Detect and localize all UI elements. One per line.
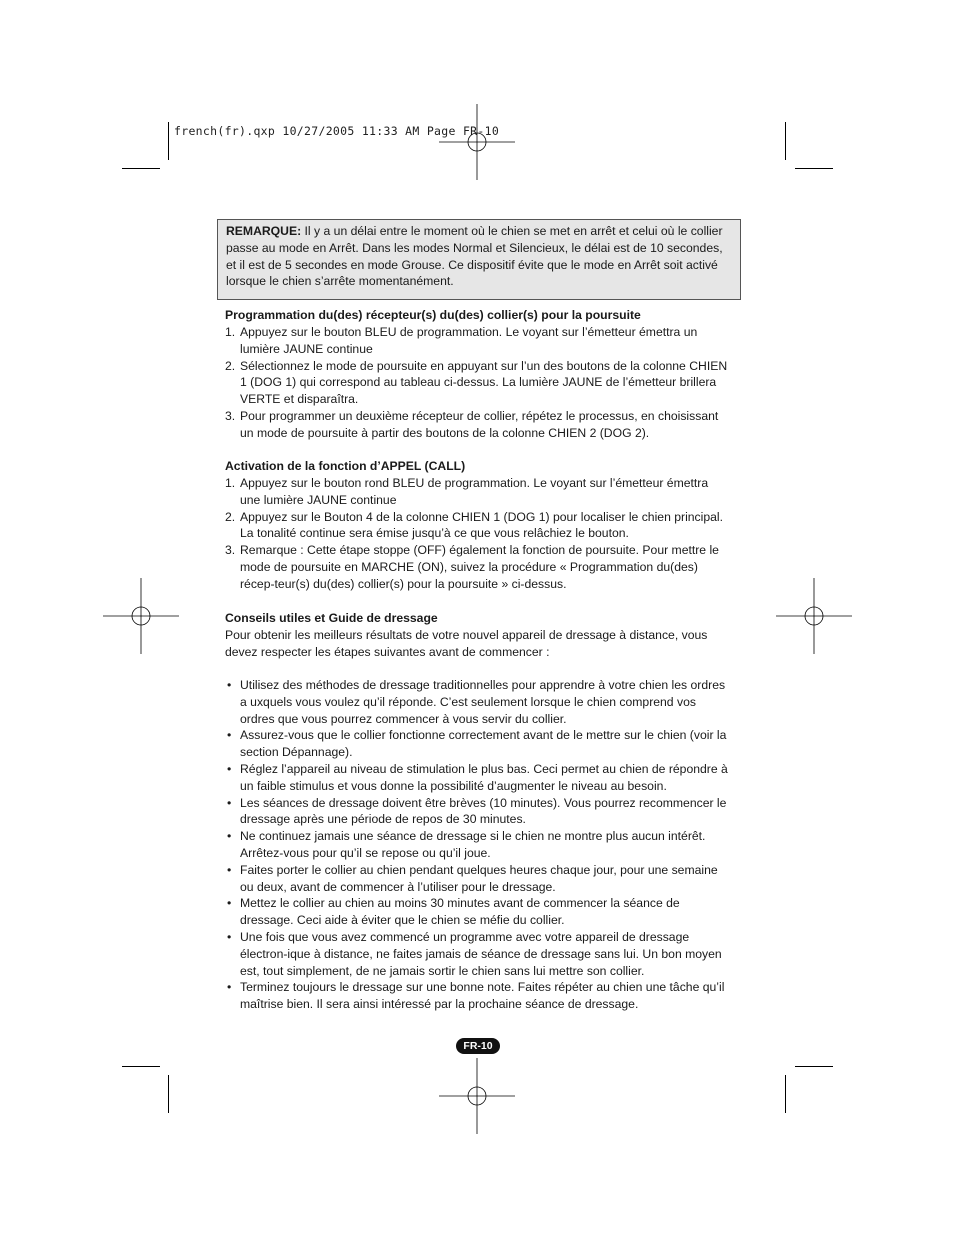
registration-mark-icon bbox=[103, 578, 179, 654]
note-label: REMARQUE: bbox=[226, 224, 302, 238]
call-steps bbox=[225, 475, 730, 593]
note-box bbox=[217, 219, 741, 300]
registration-mark-icon bbox=[439, 104, 515, 180]
list-item: 1. Appuyez sur le bouton rond BLEU de programmation. Le voyant sur l’émetteur émettra une lumière JAUNE continue bbox=[225, 476, 709, 507]
list-item: • Une fois que vous avez commencé un programme avec votre appareil de dressage électron-ique à distance, ne faites jamais de séance de dressage sans lui. Un bon moyen est, tout simplement, de ne jamais sortir le chien sans lui mettre son collier. bbox=[227, 929, 722, 978]
list-item: • Les séances de dressage doivent être brèves (10 minutes). Vous pourrez recommencer le dressage après une période de repos de 30 minutes. bbox=[227, 795, 727, 827]
section-heading-call: Activation de la fonction d’APPEL (CALL) bbox=[225, 459, 466, 473]
crop-mark bbox=[785, 122, 786, 160]
crop-mark bbox=[168, 1075, 169, 1113]
crop-mark bbox=[122, 168, 160, 169]
list-item: 1. Appuyez sur le bouton BLEU de programmation. Le voyant sur l’émetteur émettra un lumière JAUNE continue bbox=[225, 325, 698, 356]
page-number-badge: FR-10 bbox=[456, 1038, 500, 1054]
list-item: • Utilisez des méthodes de dressage traditionnelles pour apprendre à votre chien les ordres a uxquels vous voulez qu’il réponde. C’est seulement lorsque le chien comprend vos ordres que vous pourrez commencer à vous servir du collier. bbox=[227, 678, 726, 726]
tips-list bbox=[225, 677, 730, 1013]
crop-mark bbox=[785, 1075, 786, 1113]
list-item: 2. Appuyez sur le Bouton 4 de la colonne CHIEN 1 (DOG 1) pour localiser le chien principal. La tonalité continue sera émise jusqu’à ce que vous relâchiez le bouton. bbox=[225, 509, 724, 541]
list-item: • Terminez toujours le dressage sur une bonne note. Faites répéter au chien une tâche qu’il maîtrise bien. Il sera ainsi intéressé par la prochaine séance de dressage. bbox=[227, 980, 725, 1012]
list-item: • Faites porter le collier au chien pendant quelques heures chaque jour, pour une semaine ou deux, avant de commencer à l’utiliser pour le dressage. bbox=[227, 862, 718, 894]
list-item: • Assurez-vous que le collier fonctionne correctement avant de le mettre sur le chien (voir la section Dépannage). bbox=[227, 728, 727, 760]
crop-mark bbox=[795, 1066, 833, 1067]
list-item: 2. Sélectionnez le mode de poursuite en appuyant sur l’un des boutons de la colonne CHIEN 1 (DOG 1) qui correspond au tableau ci-dessus. La lumière JAUNE de l’émetteur brillera VERTE et disparaîtra. bbox=[225, 358, 728, 407]
crop-mark bbox=[168, 122, 169, 160]
crop-mark bbox=[122, 1066, 160, 1067]
list-item: 3. Pour programmer un deuxième récepteur de collier, répétez le processus, en choisissant un mode de poursuite à partir des boutons de la colonne CHIEN 2 (DOG 2). bbox=[225, 408, 719, 440]
list-item: • Réglez l’appareil au niveau de stimulation le plus bas. Ceci permet au chien de répondre à un faible stimulus et vous donne la possibilité d’augmenter le niveau au besoin. bbox=[227, 761, 728, 793]
list-item: 3. Remarque : Cette étape stoppe (OFF) également la fonction de poursuite. Pour mettre le mode de poursuite en MARCHE (ON), suivez la procédure « Programmation du(des) récep-teur(s) du(des) collier(s) pour la poursuite » ci-dessus. bbox=[225, 543, 719, 591]
section-heading-programming: Programmation du(des) récepteur(s) du(des) collier(s) pour la poursuite bbox=[225, 308, 641, 322]
tips-intro: Pour obtenir les meilleurs résultats de votre nouvel appareil de dressage à distance, vous devez respecter les étapes suivantes avant de commencer : bbox=[225, 628, 708, 659]
crop-mark bbox=[795, 168, 833, 169]
section-heading-tips: Conseils utiles et Guide de dressage bbox=[225, 611, 438, 625]
registration-mark-icon bbox=[439, 1058, 515, 1134]
programming-steps bbox=[225, 324, 730, 442]
registration-mark-icon bbox=[776, 578, 852, 654]
note-text: Il y a un délai entre le moment où le chien se met en arrêt et celui où le collier passe au mode en Arrêt. Dans les modes Normal et Silencieux, le délai est de 10 secondes, et il est de 5 secondes en mode Grouse. Ce dispositif évite que le mode en Arrêt soit activé lorsque le chien s’arrête momentanément. bbox=[226, 224, 723, 289]
list-item: • Mettez le collier au chien au moins 30 minutes avant de commencer la séance de dressage. Ceci aide à éviter que le chien se méfie du collier. bbox=[227, 896, 680, 928]
printer-slug: french(fr).qxp 10/27/2005 11:33 AM Page FR-10 bbox=[174, 124, 500, 138]
list-item: • Ne continuez jamais une séance de dressage si le chien ne montre plus aucun intérêt. Arrêtez-vous pour qu’il se repose ou qu’il joue. bbox=[227, 829, 706, 860]
